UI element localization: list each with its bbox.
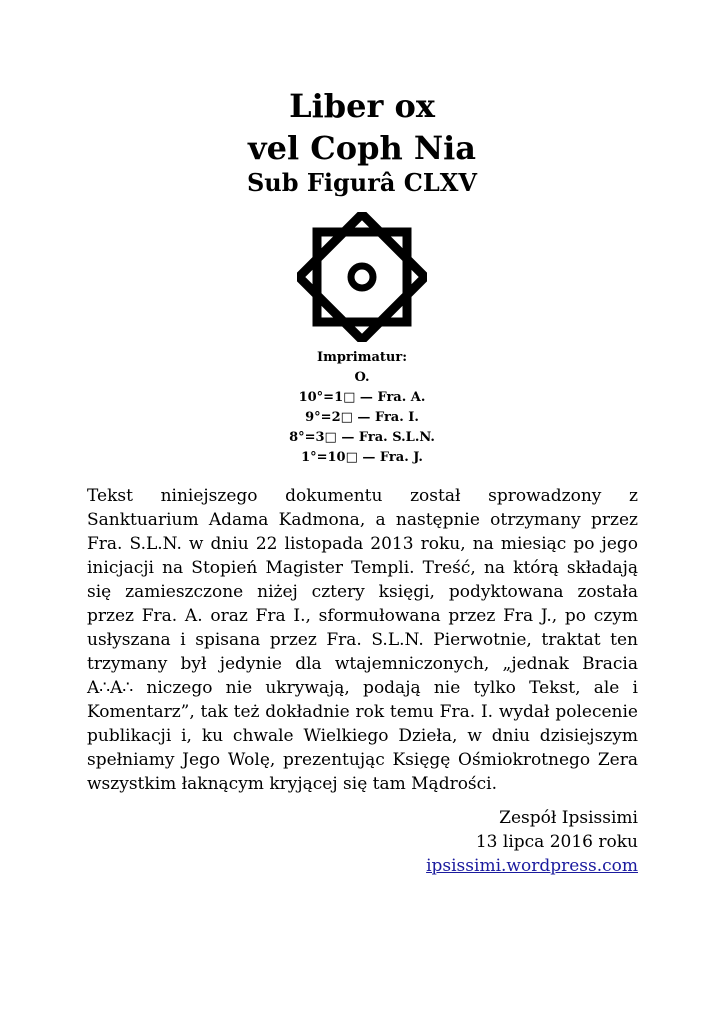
- octagram-circle-seal-icon: [297, 212, 427, 342]
- signature-block: [426, 806, 638, 878]
- imprimatur-line: O.: [354, 370, 370, 385]
- signature-date: 13 lipca 2016 roku: [475, 832, 638, 852]
- imprimatur-line: 1°=10□ — Fra. J.: [301, 450, 423, 465]
- imprimatur-line: 9°=2□ — Fra. I.: [305, 410, 419, 425]
- website-link[interactable]: ipsissimi.wordpress.com: [426, 856, 638, 876]
- subtitle: Sub Figurâ CLXV: [246, 168, 478, 197]
- imprimatur-heading: Imprimatur:: [317, 350, 407, 365]
- signature-author: Zespół Ipsissimi: [499, 808, 638, 828]
- title-line-2: vel Coph Nia: [248, 129, 476, 167]
- title-line-1: Liber ox: [289, 87, 435, 125]
- imprimatur-line: 10°=1□ — Fra. A.: [298, 390, 426, 405]
- body-paragraph: Tekst niniejszego dokumentu został sprowadzony z Sanktuarium Adama Kadmona, a następnie otrzymany przez Fra. S.L.N. w dniu 22 listopada 2013 roku, na miesiąc po jego inicjacji na Stopień Magister Templi. Treść, na którą składają się zamieszczone niżej cztery księgi, podyktowana została przez Fra. A. oraz Fra I., sformułowana przez Fra J., po czym usłyszana i spisana przez Fra. S.L.N. Pierwotnie, traktat ten trzymany był jedynie dla wtajemniczonych, „jednak Bracia A∴A∴ niczego nie ukrywają, podają nie tylko Tekst, ale i Komentarz”, tak też dokładnie rok temu Fra. I. wydał polecenie publikacji i, ku chwale Wielkiego Dzieła, w dniu dzisiejszym spełniamy Jego Wolę, prezentując Księgę Ośmiokrotnego Zera wszystkim łaknącym kryjącej się tam Mądrości.: [87, 486, 638, 794]
- imprimatur-block: [0, 348, 724, 468]
- imprimatur-line: 8°=3□ — Fra. S.L.N.: [289, 430, 435, 445]
